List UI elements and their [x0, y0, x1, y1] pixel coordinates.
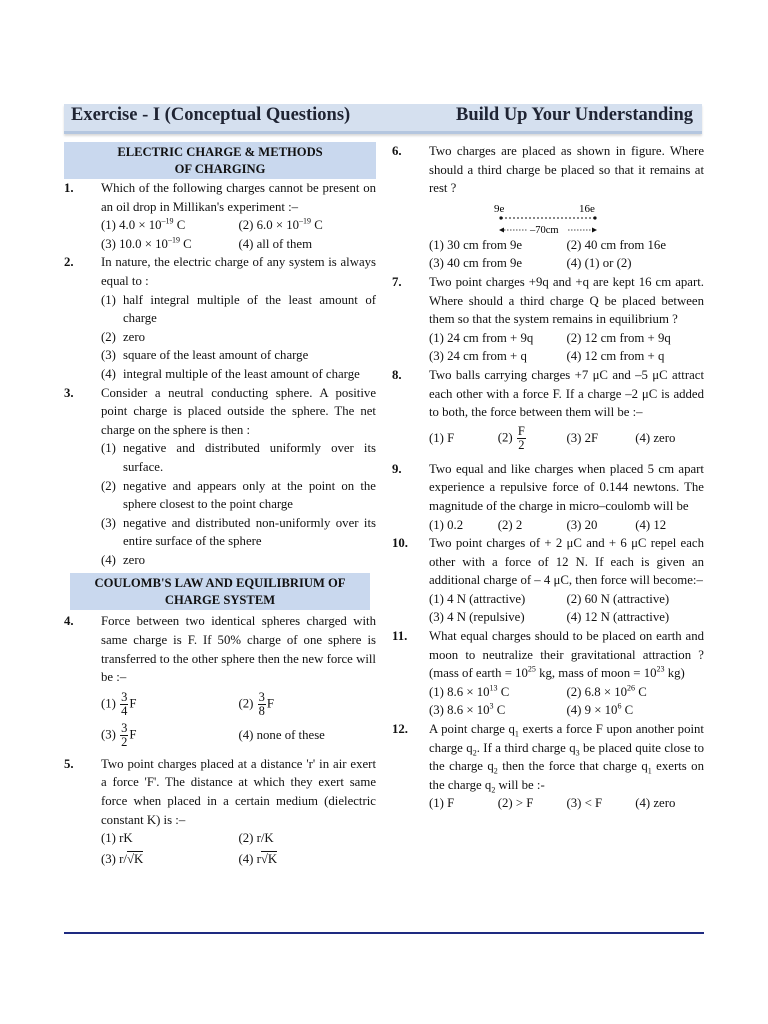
- question-7: [392, 273, 704, 366]
- charge-16e-label: 16e: [579, 202, 595, 215]
- option-4: (4) (1) or (2): [566, 256, 632, 271]
- question-number: 9.: [392, 461, 402, 476]
- option-1: (1) negative and distributed uniformly over its surface.: [101, 441, 376, 474]
- option-4: (4) integral multiple of the least amount of charge: [101, 366, 360, 381]
- option-1: (1) F: [429, 796, 455, 811]
- option-3: (3) 4 N (repulsive): [429, 610, 525, 625]
- question-2: [64, 253, 376, 383]
- option-1: (1) rK: [101, 831, 133, 846]
- option-3: (3) negative and distributed non-uniformly over its entire surface of the sphere: [101, 515, 376, 549]
- exercise-title: Exercise - I (Conceptual Questions): [71, 105, 351, 125]
- option-4: (4) zero: [635, 796, 676, 811]
- arrow-right: [592, 227, 597, 232]
- option-4: (4) 12 cm from + q: [566, 349, 665, 364]
- option-3: (3) r/√K: [101, 851, 144, 866]
- option-2: (2) 2: [497, 517, 523, 532]
- question-text: Two equal and like charges when placed 5 cm apart experience a repulsive force of 0.144 newtons. The magnitude of the charge in micro–coulomb will be: [429, 461, 704, 513]
- question-5: [64, 755, 376, 869]
- question-text: Two point charges placed at a distance 'r' in air exert a force 'F'. The distance at which they exert same force when placed in a certain medium (dielectric constant K) is :–: [101, 756, 376, 827]
- option-1: (1) $\frac{3}{4}$ F: [101, 689, 137, 718]
- option-2: (2) 12 cm from + 9q: [566, 330, 671, 345]
- question-number: 6.: [392, 144, 402, 158]
- question-number: 11.: [392, 629, 408, 644]
- left-column: [64, 142, 376, 868]
- question-6: [392, 142, 704, 273]
- question-text: Two charges are placed as shown in figure. Where should a third charge be placed so that it remains at rest ?: [429, 144, 704, 196]
- option-4: (4) all of them: [238, 236, 313, 251]
- question-9: [392, 460, 704, 534]
- option-2: (2) > F: [497, 796, 534, 811]
- question-text: What equal charges should to be placed on earth and moon to neutralize their gravitational attraction ? (mass of earth = $10^{25}$ kg, mass of moon = $10^{23}$ kg): [429, 629, 704, 681]
- question-number: 8.: [392, 367, 402, 382]
- question-8: [392, 366, 704, 456]
- charges-diagram: [392, 198, 704, 236]
- option-3: (3) 40 cm from 9e: [429, 256, 523, 271]
- right-column: [392, 142, 704, 813]
- option-3: (3) square of the least amount of charge: [101, 348, 309, 363]
- question-text: Two point charges +9q and +q are kept 16 cm apart. Where should a third charge Q be placed between them so that the system remains in equilibrium ?: [429, 274, 704, 327]
- option-4: (4) $9 \times 10^6$ C: [566, 702, 634, 718]
- section-heading-coulombs-law: COULOMB'S LAW AND EQUILIBRIUM OF CHARGE SYSTEM: [70, 573, 370, 610]
- question-number: 3.: [64, 385, 74, 400]
- question-text: Consider a neutral conducting sphere. A positive point charge is placed outside the sphere. The net charge on the sphere is then :: [101, 385, 376, 437]
- option-2: (2) $\frac{F}{2}$: [497, 424, 525, 453]
- option-2: (2) $\frac{3}{8}$ F: [238, 689, 274, 718]
- option-2: (2) negative and appears only at the point on the sphere closest to the point charge: [101, 478, 376, 512]
- question-11: [392, 627, 704, 720]
- option-4: (4) zero: [101, 552, 146, 567]
- option-2: (2) r/K: [238, 831, 274, 846]
- option-4: (4) 12: [635, 517, 667, 532]
- question-text: Two balls carrying charges +7 μC and –5 μC attract each other with a force F. If a charge –2 μC is added to both, the force between them will be :–: [429, 367, 704, 420]
- option-1: (1) 30 cm from 9e: [429, 237, 523, 252]
- charges-figure: [392, 198, 704, 236]
- option-1: (1) $4.0 \times 10^{-19}$ C: [101, 216, 186, 233]
- option-1: (1) F: [429, 431, 455, 446]
- option-4: (4) r√K: [238, 851, 278, 866]
- option-3: (3) < F: [566, 796, 603, 811]
- option-1: (1) 4 N (attractive): [429, 591, 526, 606]
- option-2: (2) 40 cm from 16e: [566, 237, 667, 252]
- option-3: (3) $\frac{3}{2}$ F: [101, 720, 137, 749]
- option-3: (3) 24 cm from + q: [429, 349, 527, 364]
- option-1: (1) $8.6 \times 10^{13}$ C: [429, 683, 510, 699]
- option-3: (3) $10.0 \times 10^{-19}$ C: [101, 235, 192, 251]
- option-2: (2) zero: [101, 329, 146, 344]
- question-number: 7.: [392, 274, 402, 289]
- question-10: [392, 534, 704, 627]
- question-3: [64, 384, 376, 570]
- question-text: In nature, the electric charge of any system is always equal to :: [101, 255, 376, 288]
- option-2: (2) 60 N (attractive): [566, 591, 670, 606]
- option-4: (4) none of these: [238, 728, 325, 743]
- exercise-subtitle: Build Up Your Understanding: [456, 105, 693, 125]
- question-text: Force between two identical spheres charged with same charge is F. If 50% charge of one sphere is transferred to the other sphere then the new force will be :–: [101, 614, 376, 685]
- question-text: A point charge $q_1$ exerts a force F upon another point charge $q_2$. If a third charge $q_3$ be placed quite close to the charge $q_2$ then the force that charge $q_1$ exerts on the charge $q_2$ will be :-: [429, 722, 704, 795]
- arrow-left: [499, 227, 504, 232]
- question-1: [64, 179, 376, 253]
- distance-label: –70cm: [530, 224, 559, 236]
- option-3: (3) 2F: [566, 431, 599, 446]
- question-number: 10.: [392, 536, 408, 551]
- option-1: (1) 24 cm from + 9q: [429, 330, 534, 345]
- option-2: (2) $6.8 \times 10^{26}$ C: [566, 683, 647, 699]
- option-1: (1) 0.2: [429, 517, 464, 532]
- footer-rule: [64, 932, 704, 934]
- question-12: [392, 720, 704, 813]
- option-3: (3) $8.6 \times 10^3$ C: [429, 702, 506, 718]
- option-2: (2) $6.0 \times 10^{-19}$ C: [238, 216, 323, 233]
- option-3: (3) 20: [566, 517, 598, 532]
- question-4: [64, 612, 376, 748]
- section-heading-electric-charge: ELECTRIC CHARGE & METHODS OF CHARGING: [64, 142, 376, 179]
- question-number: 1.: [64, 181, 74, 195]
- charge-9e-label: 9e: [494, 202, 505, 215]
- question-number: 4.: [64, 614, 74, 629]
- option-4: (4) zero: [635, 431, 676, 446]
- question-number: 12.: [392, 722, 408, 737]
- question-number: 5.: [64, 756, 74, 771]
- option-1: (1) half integral multiple of the least amount of charge: [101, 292, 376, 326]
- question-number: 2.: [64, 255, 74, 270]
- question-text: Two point charges of + 2 μC and + 6 μC repel each other with a force of 12 N. If each is given an additional charge of – 4 μC, then force will become:–: [429, 536, 704, 588]
- question-text: Which of the following charges cannot be present on an oil drop in Millikan's experiment :–: [101, 181, 376, 214]
- exercise-header: [64, 104, 702, 134]
- option-4: (4) 12 N (attractive): [566, 610, 670, 625]
